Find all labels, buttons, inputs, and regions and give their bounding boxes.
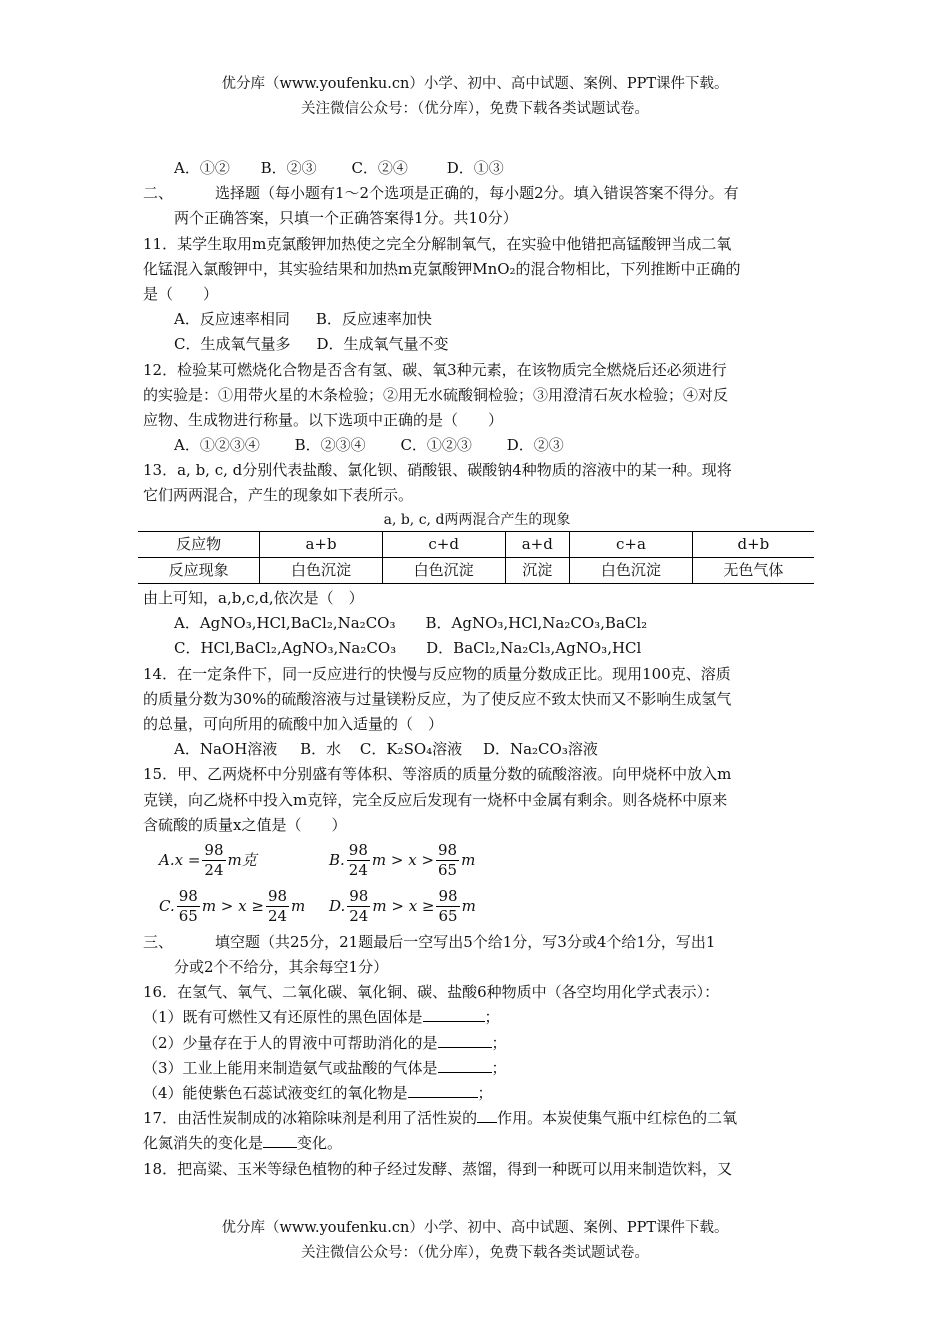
option-a: A．反应速率相同: [174, 310, 290, 329]
table-cell: 白色沉淀: [570, 557, 693, 583]
q14-line-1: 14．在一定条件下，同一反应进行的快慢与反应物的质量分数成正比。现用100克、溶质: [143, 664, 731, 683]
q17-line-1: 17．由活性炭制成的冰箱除味剂是利用了活性炭的 作用。本炭使集气瓶中红棕色的二氧: [143, 1109, 738, 1128]
q17-line-2: 化氮消失的变化是 变化。: [143, 1134, 343, 1153]
option-d: D．①③: [446, 159, 504, 177]
footer-line-1: 优分库（www.youfenku.cn）小学、初中、高中试题、案例、PPT课件下载。: [221, 1220, 729, 1236]
section-2-title: [143, 181, 811, 206]
section-number: 二、: [143, 184, 174, 203]
option-a-formula: A.x = $\frac{98}{24}$ m克: [159, 841, 257, 880]
q12-line-1: 12．检验某可燃烧化合物是否含有氢、碳、氧3种元素，在该物质完全燃烧后还必须进行: [143, 360, 727, 379]
answer-blank[interactable]: [438, 1057, 492, 1073]
option-d: D．BaCl₂,Na₂Cl₃,AgNO₃,HCl: [426, 639, 642, 658]
fraction: $\frac{98}{24}$: [204, 841, 224, 880]
document-body: [143, 156, 811, 1182]
fraction: $\frac{98}{24}$: [348, 841, 368, 880]
answer-blank[interactable]: [408, 1082, 478, 1098]
answer-blank[interactable]: [477, 1107, 497, 1123]
section-3-title: [143, 930, 811, 955]
table-header-row: [138, 531, 814, 557]
fraction: $\frac{98}{65}$: [178, 887, 198, 926]
option-c: C．生成氧气量多: [174, 335, 291, 354]
header-line-2: 关注微信公众号：（优分库），免费下载各类试题试卷。: [301, 101, 649, 117]
option-a: A．①②③④: [174, 436, 260, 455]
q11-line-2: 化锰混入氯酸钾中，其实验结果和加热m克氯酸钾MnO₂的混合物相比，下列推断中正确的: [143, 259, 741, 278]
answer-blank[interactable]: [438, 1032, 492, 1048]
option-c: C．HCl,BaCl₂,AgNO₃,Na₂CO₃: [174, 639, 397, 658]
option-a: A．NaOH溶液: [174, 740, 278, 759]
q15-options-row-1: [143, 838, 811, 884]
table-cell: 沉淀: [505, 557, 570, 583]
table-cell: a+b: [260, 531, 383, 557]
option-d: D．Na₂CO₃溶液: [482, 740, 598, 759]
q16-item-1: （1）既有可燃性又有还原性的黑色固体是 ；: [143, 1008, 500, 1027]
q11-line-3: 是（ ）: [143, 284, 219, 303]
fraction: $\frac{98}{65}$: [438, 887, 458, 926]
q15-line-3: 含硫酸的质量x之值是（ ）: [143, 815, 347, 834]
q15-line-2: 克镁，向乙烧杯中投入m克锌，完全反应后发现有一烧杯中金属有剩余。则各烧杯中原来: [143, 790, 728, 809]
q14-line-2: 的质量分数为30%的硫酸溶液与过量镁粉反应，为了使反应不致太快而又不影响生成氢气: [143, 689, 732, 708]
option-a: A．AgNO₃,HCl,BaCl₂,Na₂CO₃: [174, 614, 396, 633]
option-b-formula: B. $\frac{98}{24}$ m > x > $\frac{98}{65}$ m: [329, 841, 476, 880]
option-b: B．反应速率加快: [315, 310, 432, 329]
q16-item-4: （4）能使紫色石蕊试液变红的氧化物是 ；: [143, 1084, 493, 1103]
section-title-text: 选择题（每小题有1～2个选项是正确的，每小题2分。填入错误答案不得分。有: [215, 184, 739, 203]
q13-after: 由上可知，a,b,c,d,依次是（ ）: [143, 589, 364, 608]
q13-line-1: 13．a, b, c, d分别代表盐酸、氯化钡、硝酸银、碳酸钠4种物质的溶液中的某一种。现将: [143, 461, 732, 480]
fraction: $\frac{98}{24}$: [267, 887, 288, 926]
answer-blank[interactable]: [263, 1132, 297, 1148]
answer-blank[interactable]: [423, 1006, 485, 1022]
q12-line-2: 的实验是：①用带火星的木条检验；②用无水硫酸铜检验；③用澄清石灰水检验；④对反: [143, 385, 729, 404]
q16-stem: 16．在氢气、氧气、二氧化碳、氧化铜、碳、盐酸6种物质中（各空均用化学式表示）：: [143, 983, 720, 1002]
table-cell: 白色沉淀: [382, 557, 505, 583]
table-cell: 白色沉淀: [260, 557, 383, 583]
q16-item-2: （2）少量存在于人的胃液中可帮助消化的是 ；: [143, 1033, 507, 1052]
table-cell: c+a: [570, 531, 693, 557]
q15-line-1: 15．甲、乙两烧杯中分别盛有等体积、等溶质的质量分数的硫酸溶液。向甲烧杯中放入m: [143, 765, 732, 784]
q13-line-2: 它们两两混合，产生的现象如下表所示。: [143, 486, 414, 505]
table-row: [138, 557, 814, 583]
q12-line-3: 应物、生成物进行称量。以下选项中正确的是（ ）: [143, 410, 504, 429]
q11-options-row-2: [143, 332, 811, 357]
q16-item-3: （3）工业上能用来制造氨气或盐酸的气体是 ；: [143, 1058, 507, 1077]
table-cell: 反应现象: [138, 557, 260, 583]
fraction: $\frac{98}{24}$: [349, 887, 369, 926]
option-b: B．AgNO₃,HCl,Na₂CO₃,BaCl₂: [425, 614, 648, 633]
option-d: D．生成氧气量不变: [316, 335, 449, 354]
option-c: C．②④: [351, 159, 408, 177]
q10-options: [143, 156, 811, 181]
page-footer: [0, 1216, 950, 1266]
header-line-1: 优分库（www.youfenku.cn）小学、初中、高中试题、案例、PPT课件下载。: [221, 76, 729, 92]
q13-options-row-2: [143, 636, 811, 661]
option-b: B．水: [300, 740, 342, 759]
reaction-table: [138, 531, 814, 584]
q15-options-row-2: [143, 884, 811, 930]
q11-line-1: 11．某学生取用m克氯酸钾加热使之完全分解制氧气，在实验中他错把高锰酸钾当成二氧: [143, 234, 732, 253]
section-2-title-cont: 两个正确答案，只填一个正确答案得1分。共10分）: [174, 209, 518, 228]
table-caption: a, b, c, d两两混合产生的现象: [383, 511, 571, 528]
q13-options-row-1: [143, 611, 811, 636]
section-title-text: 填空题（共25分，21题最后一空写出5个给1分，写3分或4个给1分，写出1: [215, 932, 716, 951]
option-b: B．②③: [260, 159, 317, 177]
section-3-title-cont: 分或2个不给分，其余每空1分）: [174, 958, 389, 977]
option-d-formula: D. $\frac{98}{24}$ m > x ≥ $\frac{98}{65}$ m: [329, 887, 476, 926]
option-c: C．①②③: [400, 436, 472, 455]
table-cell: 无色气体: [692, 557, 814, 583]
footer-line-2: 关注微信公众号：（优分库），免费下载各类试题试卷。: [301, 1245, 649, 1261]
option-c: C．K₂SO₄溶液: [359, 740, 463, 759]
fraction: $\frac{98}{65}$: [438, 841, 458, 880]
table-cell: 反应物: [138, 531, 260, 557]
section-number: 三、: [143, 932, 174, 951]
option-d: D．②③: [506, 436, 564, 455]
table-cell: a+d: [505, 531, 570, 557]
table-cell: d+b: [692, 531, 814, 557]
option-c-formula: C. $\frac{98}{65}$ m > x ≥ $\frac{98}{24}$ m: [159, 887, 306, 926]
option-b: B．②③④: [294, 436, 366, 455]
q12-options: [143, 433, 811, 458]
table-cell: c+d: [382, 531, 505, 557]
q11-options-row-1: [143, 307, 811, 332]
q18-line-1: 18．把高粱、玉米等绿色植物的种子经过发酵、蒸馏，得到一种既可以用来制造饮料，又: [143, 1159, 733, 1178]
q14-line-3: 的总量，可向所用的硫酸中加入适量的（ ）: [143, 714, 444, 733]
q14-options: [143, 737, 811, 762]
page-header: [0, 72, 950, 122]
option-a: A．①②: [174, 159, 230, 177]
